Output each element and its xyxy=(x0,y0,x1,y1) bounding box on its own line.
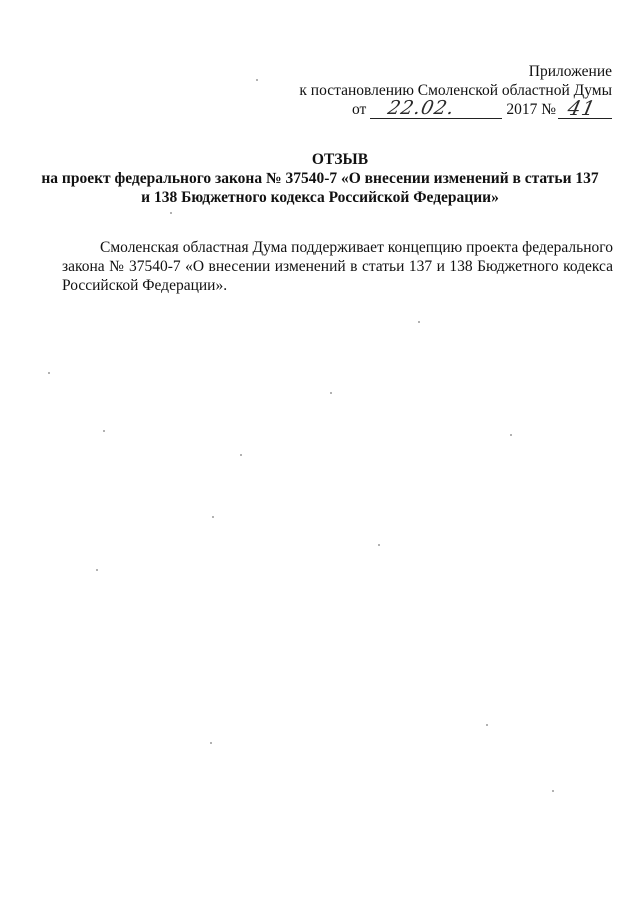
appendix-header xyxy=(252,62,612,119)
scan-speck xyxy=(103,430,105,432)
scan-speck xyxy=(510,434,512,436)
date-field xyxy=(370,97,502,119)
handwritten-date: 22.02. xyxy=(386,97,458,119)
appendix-label: Приложение xyxy=(528,63,612,80)
number-field xyxy=(558,96,612,120)
scan-speck xyxy=(330,392,332,394)
scan-speck xyxy=(240,454,242,456)
scan-speck xyxy=(378,544,380,546)
scan-speck xyxy=(418,321,420,323)
scan-speck xyxy=(48,372,50,374)
scan-speck xyxy=(170,212,172,214)
title-line-2: и 138 Бюджетного кодекса Российской Федерации» xyxy=(141,189,499,206)
resolution-reference: к постановлению Смоленской областной Думы xyxy=(299,82,612,99)
title-main: ОТЗЫВ xyxy=(311,151,369,168)
body-paragraph: Смоленская областная Дума поддерживает концепцию проекта федерального закона № 37540-7 «О внесении изменений в статьи 137 и 138 Бюджетного кодекса Российской Федерации». xyxy=(62,239,613,294)
scan-speck xyxy=(96,569,98,571)
handwritten-number: 41 xyxy=(565,96,599,120)
scan-speck xyxy=(212,516,214,518)
scan-speck xyxy=(552,790,554,792)
scan-speck xyxy=(486,724,488,726)
year-number-label: 2017 № xyxy=(506,101,556,118)
document-title xyxy=(0,150,640,207)
date-prefix: от xyxy=(352,101,367,118)
title-line-1: на проект федерального закона № 37540-7 «О внесении изменений в статьи 137 xyxy=(41,170,599,187)
scan-speck xyxy=(256,79,258,81)
scan-speck xyxy=(210,742,212,744)
date-number-line xyxy=(252,96,612,120)
